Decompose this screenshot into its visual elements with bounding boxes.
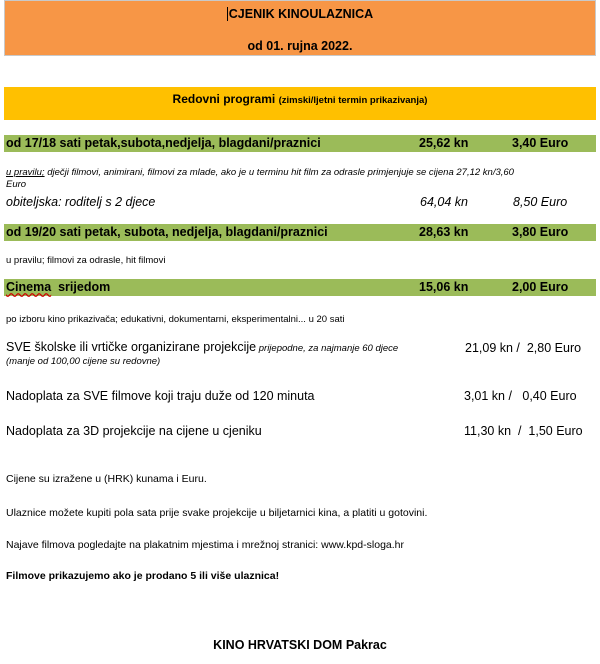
programs-subtitle: (zimski/ljetni termin prikazivanja) bbox=[278, 95, 428, 106]
school-price: 21,09 kn / 2,80 Euro bbox=[465, 341, 582, 355]
family-eur: 8,50 Euro bbox=[513, 195, 568, 209]
programs-heading bbox=[0, 92, 600, 106]
footer-cinema-name: KINO HRVATSKI DOM Pakrac bbox=[213, 638, 387, 652]
school-note: (manje od 100,00 cijene su redovne) bbox=[6, 356, 161, 367]
info-currency: Cijene su izražene u (HRK) kunama i Euru. bbox=[6, 473, 207, 485]
note-afternoon: u pravilu; dječji filmovi, animirani, filmovi za mlade, ako je u terminu hit film za odrasle primjenjuje se cijena 27,12 kn/3,60 bbox=[6, 167, 514, 178]
info-tickets: Ulaznice možete kupiti pola sata prije svake projekcije u biljetarnici kina, a platiti u gotovini. bbox=[6, 507, 428, 519]
row-cinema-kn: 15,06 kn bbox=[419, 280, 469, 294]
document-date: od 01. rujna 2022. bbox=[247, 39, 353, 53]
note-cinema: po izboru kino prikazivača; edukativni, dokumentarni, eksperimentalni... u 20 sati bbox=[6, 314, 345, 325]
note-evening: u pravilu; filmovi za odrasle, hit filmovi bbox=[6, 255, 166, 266]
programs-title: Redovni programi bbox=[172, 92, 276, 106]
surcharge-3d-price: 11,30 kn / 1,50 Euro bbox=[464, 424, 583, 438]
row-evening-label: od 19/20 sati petak, subota, nedjelja, blagdani/praznici bbox=[6, 225, 328, 239]
surcharge-long-label: Nadoplata za SVE filmove koji traju duže od 120 minuta bbox=[6, 389, 315, 403]
family-kn: 64,04 kn bbox=[420, 195, 468, 209]
note-afternoon-cont: Euro bbox=[6, 179, 27, 190]
row-evening-eur: 3,80 Euro bbox=[512, 225, 569, 239]
row-cinema-label: Cinema srijedom bbox=[6, 280, 111, 294]
row-afternoon-kn: 25,62 kn bbox=[419, 136, 469, 150]
surcharge-long-price: 3,01 kn / 0,40 Euro bbox=[464, 389, 577, 403]
family-label: obiteljska: roditelj s 2 djece bbox=[6, 195, 156, 209]
row-afternoon-eur: 3,40 Euro bbox=[512, 136, 569, 150]
row-afternoon-label: od 17/18 sati petak,subota,nedjelja, blagdani/praznici bbox=[6, 136, 321, 150]
info-minimum: Filmove prikazujemo ako je prodano 5 ili više ulaznica! bbox=[6, 570, 280, 582]
row-evening-kn: 28,63 kn bbox=[419, 225, 469, 239]
info-website: Najave filmova pogledajte na plakatnim mjestima i mrežnoj stranici: www.kpd-sloga.hr bbox=[6, 539, 405, 551]
surcharge-3d-label: Nadoplata za 3D projekcije na cijene u cjeniku bbox=[6, 424, 262, 438]
document-title: CJENIK KINOULAZNICA bbox=[228, 7, 374, 21]
row-cinema-eur: 2,00 Euro bbox=[512, 280, 569, 294]
school-label: SVE školske ili vrtičke organizirane projekcije prijepodne, za najmanje 60 djece bbox=[6, 340, 399, 354]
